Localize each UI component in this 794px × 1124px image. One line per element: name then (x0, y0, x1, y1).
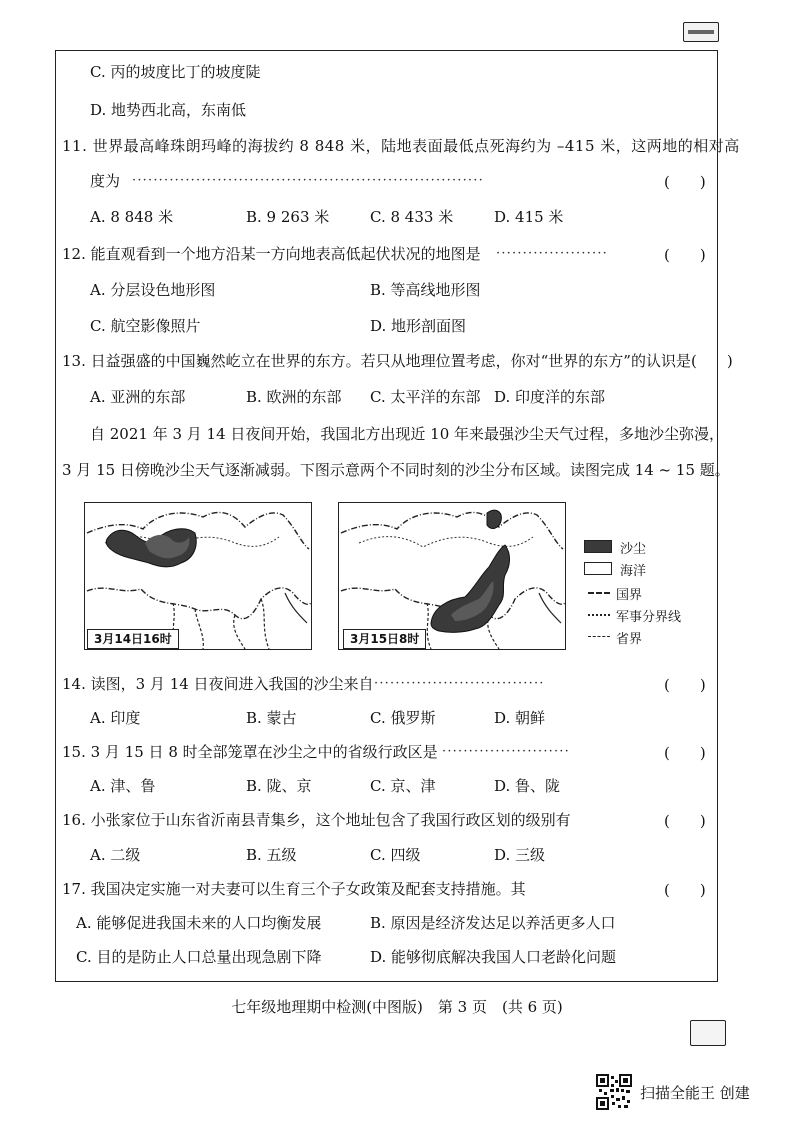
q11-stem-line1: 11. 世界最高峰珠朗玛峰的海拔约 8 848 米，陆地表面最低点死海约为 –415 米，这两地的相对高 (62, 137, 740, 155)
q14-option-c: C. 俄罗斯 (370, 709, 436, 727)
q11-option-c: C. 8 433 米 (370, 208, 454, 226)
q12-leader-dots: ····················· (496, 246, 608, 261)
q15-answer-bracket: ( ) (664, 744, 706, 762)
q12-option-a: A. 分层设色地形图 (90, 281, 216, 299)
passage-line2: 3 月 15 日傍晚沙尘天气逐渐减弱。下图示意两个不同时刻的沙尘分布区域。读图完成 14 ~ 15 题。 (62, 461, 730, 479)
q13-option-c: C. 太平洋的东部 (370, 388, 481, 406)
q14-option-a: A. 印度 (90, 709, 141, 727)
q11-option-b: B. 9 263 米 (246, 208, 330, 226)
corner-mark-top (683, 22, 719, 42)
q12-answer-bracket: ( ) (664, 246, 706, 264)
q12-option-c: C. 航空影像照片 (90, 317, 201, 335)
q11-option-d: D. 415 米 (494, 208, 564, 226)
q13-stem: 13. 日益强盛的中国巍然屹立在世界的东方。若只从地理位置考虑，你对“世界的东方”的认识是( ) (62, 352, 733, 370)
legend-military-line-label: 军事分界线 (616, 610, 682, 625)
q17-option-b: B. 原因是经济发达足以养活更多人口 (370, 914, 616, 932)
dust-map-left-drawing (85, 503, 312, 650)
q16-stem: 16. 小张家位于山东省沂南县青集乡，这个地址包含了我国行政区划的级别有 (62, 811, 571, 829)
dust-map-right-label: 3月15日8时 (343, 629, 426, 649)
q10-option-c: C. 丙的坡度比丁的坡度陡 (90, 63, 261, 81)
q12-stem: 12. 能直观看到一个地方沿某一方向地表高低起伏状况的地图是 (62, 245, 481, 263)
dust-map-left (84, 502, 312, 650)
q16-option-d: D. 三级 (494, 846, 546, 864)
q16-option-c: C. 四级 (370, 846, 421, 864)
legend-national-border-line (588, 592, 610, 594)
q13-option-a: A. 亚洲的东部 (90, 388, 186, 406)
corner-mark-bottom (690, 1020, 726, 1046)
q17-option-d: D. 能够彻底解决我国人口老龄化问题 (370, 948, 617, 966)
q13-option-b: B. 欧洲的东部 (246, 388, 342, 406)
q12-option-b: B. 等高线地形图 (370, 281, 481, 299)
q14-stem: 14. 读图，3 月 14 日夜间进入我国的沙尘来自 (62, 675, 374, 693)
q17-option-a: A. 能够促进我国未来的人口均衡发展 (76, 914, 322, 932)
dust-map-right-drawing (339, 503, 566, 650)
q17-answer-bracket: ( ) (664, 881, 706, 899)
q16-answer-bracket: ( ) (664, 812, 706, 830)
q14-option-b: B. 蒙古 (246, 709, 297, 727)
q17-stem: 17. 我国决定实施一对夫妻可以生育三个子女政策及配套支持措施。其 (62, 880, 526, 898)
q14-answer-bracket: ( ) (664, 676, 706, 694)
legend-provincial-border-line (588, 636, 610, 637)
legend-national-border-label: 国界 (616, 588, 643, 603)
scanner-watermark-label: 扫描全能王 创建 (640, 1084, 750, 1102)
passage-line1: 自 2021 年 3 月 14 日夜间开始，我国北方出现近 10 年来最强沙尘天气过程，多地沙尘弥漫， (90, 425, 725, 443)
dust-map-left-label: 3月14日16时 (87, 629, 179, 649)
q15-option-b: B. 陇、京 (246, 777, 312, 795)
q15-stem: 15. 3 月 15 日 8 时全部笼罩在沙尘之中的省级行政区是 (62, 743, 438, 761)
q16-option-a: A. 二级 (90, 846, 141, 864)
legend-dust-swatch (584, 540, 612, 553)
q14-leader-dots: ································ (374, 676, 545, 691)
dust-map-right (338, 502, 566, 650)
q12-option-d: D. 地形剖面图 (370, 317, 467, 335)
legend-dust-label: 沙尘 (620, 542, 647, 557)
q11-answer-bracket: ( ) (664, 173, 706, 191)
q17-option-c: C. 目的是防止人口总量出现急剧下降 (76, 948, 322, 966)
page-footer: 七年级地理期中检测(中图版) 第 3 页 (共 6 页) (231, 998, 563, 1016)
q15-option-a: A. 津、鲁 (90, 777, 156, 795)
qr-code-icon (596, 1074, 632, 1110)
q10-option-d: D. 地势西北高，东南低 (90, 101, 247, 119)
q16-option-b: B. 五级 (246, 846, 297, 864)
q11-stem-line2: 度为 (90, 172, 121, 190)
q15-option-d: D. 鲁、陇 (494, 777, 561, 795)
legend-provincial-border-label: 省界 (616, 632, 643, 647)
q13-option-d: D. 印度洋的东部 (494, 388, 606, 406)
q11-option-a: A. 8 848 米 (90, 208, 174, 226)
q11-leader-dots: ·································································· (132, 173, 484, 188)
q15-leader-dots: ························ (442, 744, 570, 759)
legend-ocean-swatch (584, 562, 612, 575)
legend-military-line-swatch (588, 614, 610, 616)
legend-ocean-label: 海洋 (620, 564, 647, 579)
q14-option-d: D. 朝鲜 (494, 709, 546, 727)
q15-option-c: C. 京、津 (370, 777, 436, 795)
